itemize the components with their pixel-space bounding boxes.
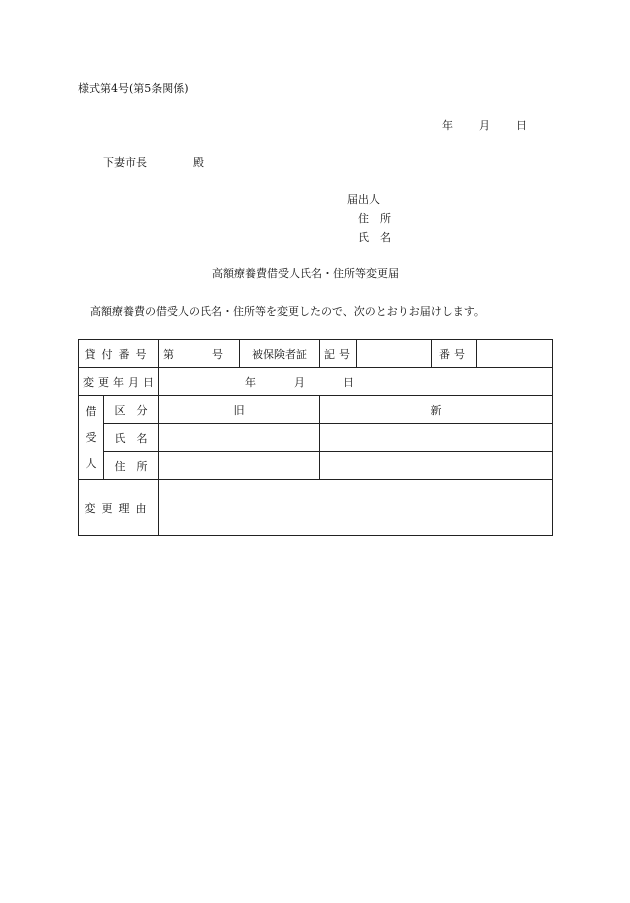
bango-label: 番号 [432,340,477,368]
submitter-name-label: 氏 名 [358,231,391,244]
old-address-field[interactable] [159,452,320,480]
row-category [79,396,553,424]
borrower-label: 借 受 人 [79,396,104,480]
date-line [442,119,527,133]
kigo-field[interactable] [357,340,432,368]
change-form-table [78,339,553,536]
row-reason [79,480,553,536]
row-change-date [79,368,553,396]
date-month-label: 月 [479,119,490,132]
form-number: 様式第4号(第5条関係) [78,82,189,95]
loan-number-label: 貸付番号 [79,340,159,368]
change-date-label: 変更年月日 [79,368,159,396]
date-day-label: 日 [516,119,527,132]
document-title: 高額療養費借受人氏名・住所等変更届 [212,267,399,280]
change-date-field[interactable]: 年 月 日 [159,368,553,396]
submitter-label: 届出人 [347,193,380,206]
row-address [79,452,553,480]
row-loan-number [79,340,553,368]
addressee-name: 下妻市長 [103,156,147,169]
insured-card-label: 被保険者証 [240,340,320,368]
old-column-header: 旧 [159,396,320,424]
new-address-field[interactable] [320,452,553,480]
body-text: 高額療養費の借受人の氏名・住所等を変更したので、次のとおりお届けします。 [90,305,485,318]
bango-field[interactable] [477,340,553,368]
date-year-label: 年 [442,119,453,132]
borrower-address-label: 住 所 [104,452,159,480]
borrower-name-label: 氏 名 [104,424,159,452]
new-column-header: 新 [320,396,553,424]
reason-field[interactable] [159,480,553,536]
row-name [79,424,553,452]
loan-number-field[interactable]: 第 号 [159,340,240,368]
category-label: 区 分 [104,396,159,424]
old-name-field[interactable] [159,424,320,452]
new-name-field[interactable] [320,424,553,452]
kigo-label: 記号 [320,340,357,368]
submitter-address-label: 住 所 [358,212,391,225]
addressee-line [103,156,204,170]
reason-label: 変更理由 [79,480,159,536]
addressee-honorific: 殿 [193,156,204,169]
